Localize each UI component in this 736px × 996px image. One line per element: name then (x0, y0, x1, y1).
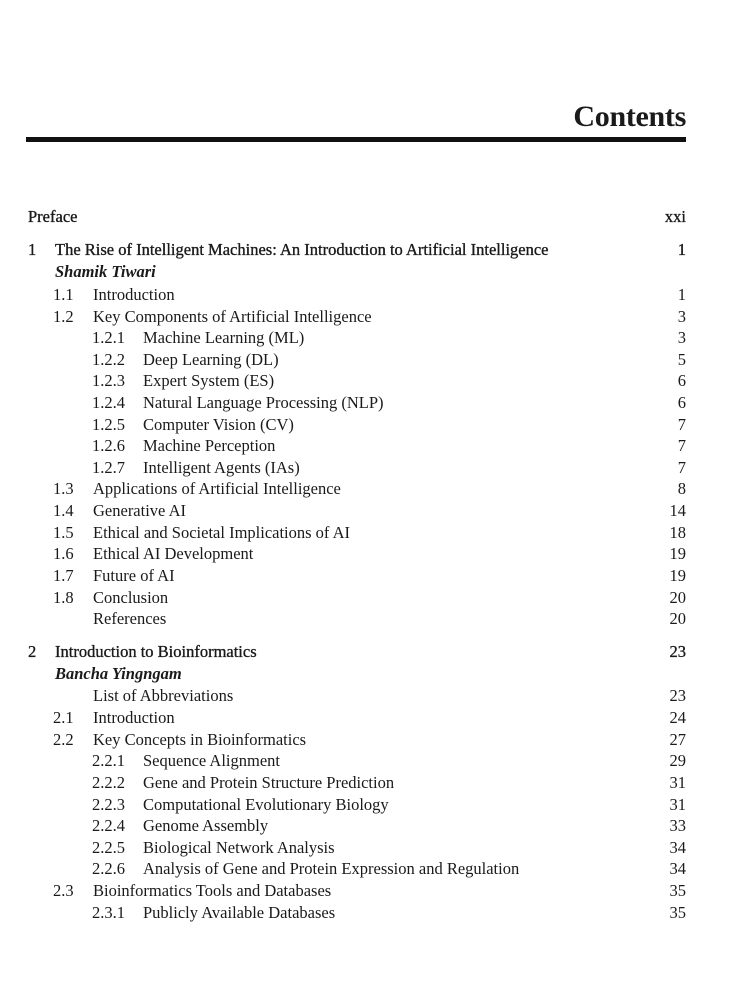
entry-page-number: 14 (669, 501, 686, 520)
toc-entry[interactable] (0, 902, 736, 924)
entry-number: 1.7 (53, 566, 74, 585)
entry-title: Genome Assembly (143, 816, 269, 835)
entry-page-number: 7 (677, 415, 686, 434)
entry-page-number: 3 (677, 307, 686, 326)
toc-entry[interactable] (0, 729, 736, 751)
toc-entry[interactable] (0, 707, 736, 729)
entry-number: 1.1 (53, 285, 74, 304)
entry-page-number: 3 (677, 328, 686, 347)
entry-number: 1.3 (53, 479, 74, 498)
entry-number: 1.2 (53, 307, 74, 326)
entry-title: Computational Evolutionary Biology (143, 795, 389, 814)
entry-number: 2.2.6 (92, 859, 125, 878)
entry-number: 1 (28, 240, 37, 259)
entry-number: 2 (28, 642, 37, 661)
entry-title: Introduction (93, 285, 175, 304)
entry-title: Deep Learning (DL) (143, 350, 279, 369)
entry-page-number: 34 (669, 859, 686, 878)
entry-page-number: 23 (669, 642, 686, 661)
entry-page-number: 35 (669, 881, 686, 900)
toc-entry[interactable] (0, 478, 736, 500)
entry-number: 2.1 (53, 708, 74, 727)
entry-page-number: 18 (669, 523, 686, 542)
entry-title: Introduction to Bioinformatics (55, 642, 257, 661)
toc-author[interactable] (0, 261, 736, 283)
toc-entry[interactable] (0, 457, 736, 479)
entry-page-number: 20 (669, 588, 686, 607)
toc-chapter[interactable] (0, 206, 736, 228)
entry-page-number: 6 (677, 393, 686, 412)
toc-author[interactable] (0, 663, 736, 685)
entry-page-number: 35 (669, 903, 686, 922)
entry-number: 1.4 (53, 501, 74, 520)
entry-page-number: 29 (669, 751, 686, 770)
entry-number: 1.6 (53, 544, 74, 563)
toc-entry[interactable] (0, 522, 736, 544)
entry-title: Ethical AI Development (93, 544, 254, 563)
entry-number: 1.2.1 (92, 328, 125, 347)
toc-entry[interactable] (0, 772, 736, 794)
entry-page-number: 8 (677, 479, 686, 498)
toc-entry[interactable] (0, 327, 736, 349)
entry-title: Machine Learning (ML) (143, 328, 305, 347)
entry-number: 1.2.5 (92, 415, 125, 434)
entry-number: 1.2.2 (92, 350, 125, 369)
entry-number: 1.2.3 (92, 371, 125, 390)
entry-title: Future of AI (93, 566, 175, 585)
entry-title: Expert System (ES) (143, 371, 275, 390)
entry-page-number: 1 (677, 285, 686, 304)
page-title: Contents (573, 100, 686, 133)
entry-number: 2.2.3 (92, 795, 125, 814)
toc-entry[interactable] (0, 750, 736, 772)
entry-title: Gene and Protein Structure Prediction (143, 773, 395, 792)
entry-page-number: 7 (677, 436, 686, 455)
entry-page-number: 19 (669, 566, 686, 585)
entry-number: 2.2.5 (92, 838, 125, 857)
toc-entry[interactable] (0, 880, 736, 902)
entry-page-number: 23 (669, 686, 686, 705)
entry-number: 1.5 (53, 523, 74, 542)
entry-page-number: 5 (677, 350, 686, 369)
entry-page-number: 24 (669, 708, 686, 727)
entry-title: Key Concepts in Bioinformatics (93, 730, 307, 749)
entry-page-number: 31 (669, 773, 686, 792)
entry-title: Generative AI (93, 501, 186, 520)
toc-entry[interactable] (0, 565, 736, 587)
entry-title: Bancha Yingngam (55, 664, 182, 683)
entry-page-number: 1 (677, 240, 686, 259)
toc-entry[interactable] (0, 858, 736, 880)
entry-title: The Rise of Intelligent Machines: An Introduction to Artificial Intelligence (55, 240, 549, 259)
entry-page-number: 27 (669, 730, 686, 749)
toc-entry[interactable] (0, 685, 736, 707)
entry-number: 2.2.4 (92, 816, 125, 835)
toc-entry[interactable] (0, 815, 736, 837)
entry-title: References (93, 609, 167, 628)
entry-title: Biological Network Analysis (143, 838, 335, 857)
entry-title: Computer Vision (CV) (143, 415, 294, 434)
entry-title: Bioinformatics Tools and Databases (93, 881, 332, 900)
entry-page-number: 6 (677, 371, 686, 390)
toc-entry[interactable] (0, 284, 736, 306)
toc-entry[interactable] (0, 543, 736, 565)
entry-page-number: xxi (664, 207, 686, 226)
entry-number: 2.2 (53, 730, 74, 749)
entry-number: 2.3.1 (92, 903, 125, 922)
entry-title: Sequence Alignment (143, 751, 281, 770)
entry-title: List of Abbreviations (93, 686, 234, 705)
entry-title: Preface (28, 207, 78, 226)
entry-title: Publicly Available Databases (143, 903, 336, 922)
entry-number: 2.3 (53, 881, 74, 900)
toc-entry[interactable] (0, 500, 736, 522)
entry-title: Intelligent Agents (IAs) (143, 458, 300, 477)
toc-entry[interactable] (0, 608, 736, 630)
title-rule (26, 137, 686, 142)
entry-title: Key Components of Artificial Intelligence (93, 307, 372, 326)
entry-page-number: 34 (669, 838, 686, 857)
toc-entry[interactable] (0, 392, 736, 414)
entry-page-number: 31 (669, 795, 686, 814)
toc-entry[interactable] (0, 370, 736, 392)
entry-number: 2.2.2 (92, 773, 125, 792)
entry-title: Applications of Artificial Intelligence (93, 479, 341, 498)
entry-number: 1.2.6 (92, 436, 125, 455)
toc-entry[interactable] (0, 837, 736, 859)
toc-entry[interactable] (0, 794, 736, 816)
toc-entry[interactable] (0, 414, 736, 436)
entry-page-number: 19 (669, 544, 686, 563)
toc-chapter[interactable] (0, 239, 736, 261)
entry-page-number: 33 (669, 816, 686, 835)
entry-page-number: 7 (677, 458, 686, 477)
entry-title: Shamik Tiwari (55, 262, 156, 281)
entry-title: Analysis of Gene and Protein Expression and Regulation (143, 859, 520, 878)
toc-entry[interactable] (0, 587, 736, 609)
toc-entry[interactable] (0, 349, 736, 371)
toc-chapter[interactable] (0, 641, 736, 663)
entry-number: 1.2.4 (92, 393, 125, 412)
entry-title: Ethical and Societal Implications of AI (93, 523, 351, 542)
entry-number: 1.8 (53, 588, 74, 607)
toc-entry[interactable] (0, 306, 736, 328)
entry-title: Introduction (93, 708, 175, 727)
entry-number: 1.2.7 (92, 458, 125, 477)
entry-title: Natural Language Processing (NLP) (143, 393, 384, 412)
entry-page-number: 20 (669, 609, 686, 628)
entry-number: 2.2.1 (92, 751, 125, 770)
entry-title: Machine Perception (143, 436, 276, 455)
toc-entry[interactable] (0, 435, 736, 457)
entry-title: Conclusion (93, 588, 169, 607)
